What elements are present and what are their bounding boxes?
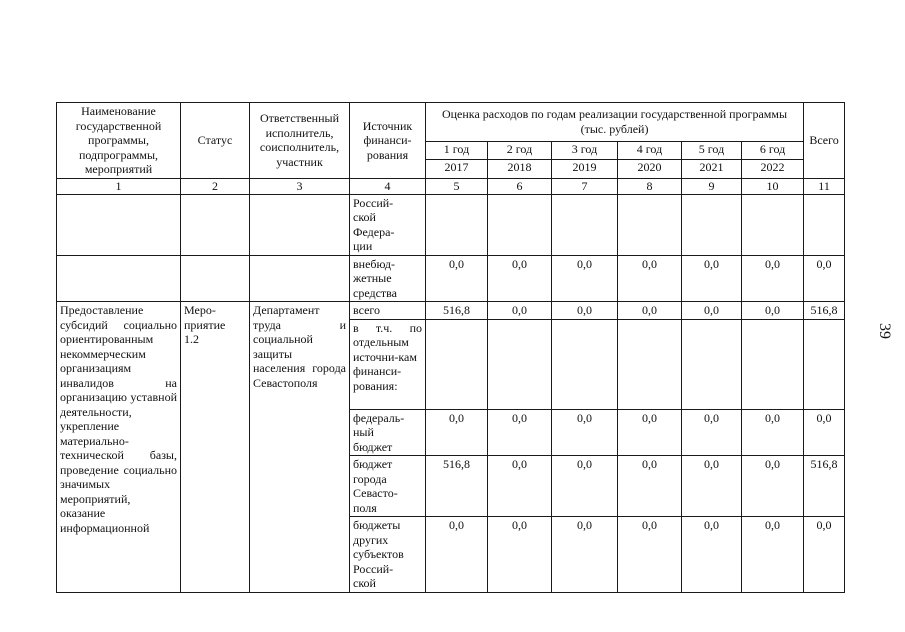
header-total: Всего (804, 103, 845, 179)
value-cell: 0,0 (618, 255, 682, 302)
col-number: 9 (682, 178, 742, 194)
total-cell: 0,0 (804, 517, 845, 593)
empty-cell (181, 194, 250, 255)
empty-cell (682, 194, 742, 255)
value-cell: 0,0 (682, 456, 742, 517)
empty-cell (552, 194, 618, 255)
year-label-6: 6 год (742, 141, 804, 159)
empty-cell (682, 319, 742, 409)
year-value-2: 2018 (488, 160, 552, 178)
header-status: Статус (181, 103, 250, 179)
empty-cell (804, 319, 845, 409)
value-cell: 0,0 (488, 255, 552, 302)
empty-cell (250, 255, 350, 302)
source-cell: Россий- ской Федера- ции (350, 194, 426, 255)
budget-table (56, 102, 845, 593)
value-cell: 0,0 (618, 456, 682, 517)
table-row (57, 255, 845, 302)
year-label-5: 5 год (682, 141, 742, 159)
value-cell: 0,0 (488, 456, 552, 517)
total-cell: 0,0 (804, 409, 845, 456)
empty-cell (426, 194, 488, 255)
empty-cell (57, 194, 181, 255)
year-label-2: 2 год (488, 141, 552, 159)
col-number: 1 (57, 178, 181, 194)
source-cell: всего (350, 302, 426, 320)
year-value-6: 2022 (742, 160, 804, 178)
year-label-4: 4 год (618, 141, 682, 159)
value-cell: 0,0 (552, 255, 618, 302)
empty-cell (742, 319, 804, 409)
value-cell: 0,0 (742, 409, 804, 456)
value-cell: 0,0 (488, 409, 552, 456)
empty-cell (57, 255, 181, 302)
col-number: 3 (250, 178, 350, 194)
header-estimate: Оценка расходов по годам реализации государственной программы (тыс. рублей) (426, 103, 804, 142)
source-cell: бюджет города Севасто- поля (350, 456, 426, 517)
col-number: 11 (804, 178, 845, 194)
total-cell: 516,8 (804, 302, 845, 320)
empty-cell (742, 194, 804, 255)
value-cell: 0,0 (618, 302, 682, 320)
year-value-4: 2020 (618, 160, 682, 178)
year-value-5: 2021 (682, 160, 742, 178)
header-source: Источник финанси-рования (350, 103, 426, 179)
value-cell: 0,0 (426, 255, 488, 302)
value-cell: 0,0 (742, 255, 804, 302)
value-cell: 0,0 (618, 409, 682, 456)
col-number: 4 (350, 178, 426, 194)
source-cell: в т.ч. по отдельным источни-кам финанси-рования: (350, 319, 426, 409)
year-label-1: 1 год (426, 141, 488, 159)
value-cell: 0,0 (682, 517, 742, 593)
col-number: 6 (488, 178, 552, 194)
value-cell: 0,0 (682, 409, 742, 456)
total-cell: 0,0 (804, 255, 845, 302)
header-name: Наименование государственной программы, подпрограммы, мероприятий (57, 103, 181, 179)
col-number: 2 (181, 178, 250, 194)
value-cell: 0,0 (426, 409, 488, 456)
value-cell: 516,8 (426, 456, 488, 517)
value-cell: 0,0 (618, 517, 682, 593)
total-cell: 516,8 (804, 456, 845, 517)
value-cell: 0,0 (552, 456, 618, 517)
empty-cell (181, 255, 250, 302)
empty-cell (552, 319, 618, 409)
value-cell: 0,0 (552, 302, 618, 320)
empty-cell (250, 194, 350, 255)
source-cell: бюджеты других субъектов Россий- ской (350, 517, 426, 593)
value-cell: 0,0 (488, 517, 552, 593)
source-cell: федераль- ный бюджет (350, 409, 426, 456)
year-value-3: 2019 (552, 160, 618, 178)
value-cell: 0,0 (426, 517, 488, 593)
table-row (57, 302, 845, 320)
empty-cell (618, 194, 682, 255)
header-responsible: Ответственный исполнитель, соисполнитель, участник (250, 103, 350, 179)
value-cell: 0,0 (682, 302, 742, 320)
measure-name: Предоставление субсидий социально ориентированным некоммерческим организациям инвалидов на организацию уставной деятельности, укрепление материально-технической базы, проведение социально значимых мероприятий, оказание информационной (57, 302, 181, 593)
value-cell: 0,0 (552, 517, 618, 593)
table-row (57, 194, 845, 255)
source-cell: внебюд- жетные средства (350, 255, 426, 302)
empty-cell (804, 194, 845, 255)
measure-status: Меро- приятие 1.2 (181, 302, 250, 593)
year-label-3: 3 год (552, 141, 618, 159)
col-number: 5 (426, 178, 488, 194)
value-cell: 0,0 (682, 255, 742, 302)
page-number: 39 (876, 323, 893, 339)
value-cell: 0,0 (742, 517, 804, 593)
year-value-1: 2017 (426, 160, 488, 178)
col-number: 10 (742, 178, 804, 194)
value-cell: 0,0 (552, 409, 618, 456)
col-number: 7 (552, 178, 618, 194)
empty-cell (426, 319, 488, 409)
value-cell: 516,8 (426, 302, 488, 320)
value-cell: 0,0 (488, 302, 552, 320)
column-numbers-row (57, 178, 845, 194)
empty-cell (618, 319, 682, 409)
col-number: 8 (618, 178, 682, 194)
empty-cell (488, 194, 552, 255)
measure-responsible: Департамент труда и социальной защиты населения города Севастополя (250, 302, 350, 593)
empty-cell (488, 319, 552, 409)
value-cell: 0,0 (742, 456, 804, 517)
value-cell: 0,0 (742, 302, 804, 320)
